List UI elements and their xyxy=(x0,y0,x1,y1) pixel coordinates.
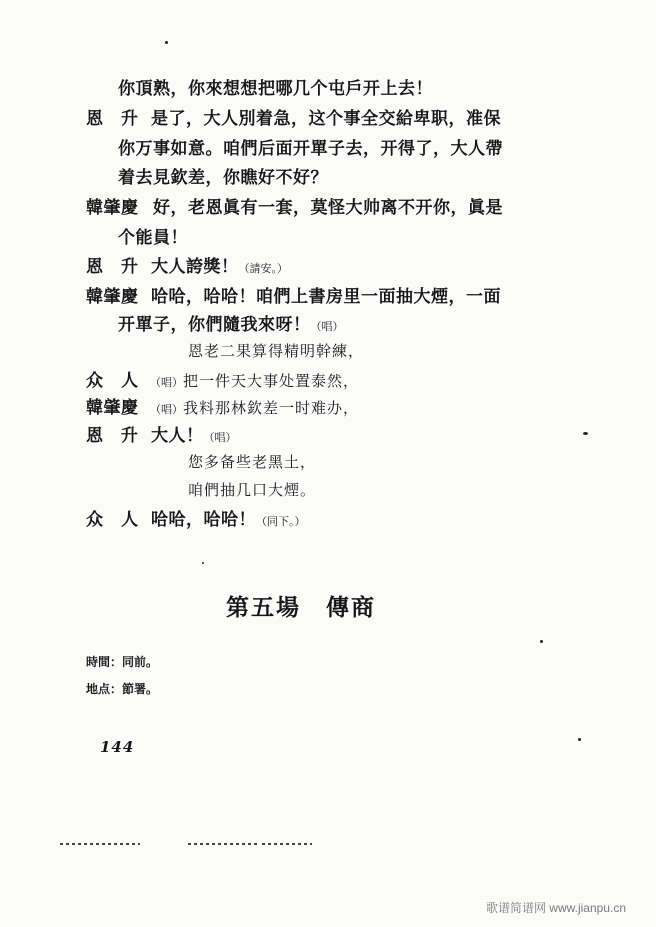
dialogue-line: 哈哈，哈哈！（同下。） xyxy=(151,510,306,530)
scan-speck xyxy=(583,432,588,435)
speaker-name: 韓肇慶 xyxy=(86,398,139,418)
watermark: 歌谱简谱网 www.jianpu.cn xyxy=(485,901,626,915)
stage-direction: （唱） xyxy=(150,403,183,416)
stage-direction: （唱） xyxy=(203,431,237,444)
scene-time xyxy=(86,654,158,670)
dialogue-continuation: 你頂熟，你來想想把哪几个屯戶开上去！ xyxy=(118,79,433,99)
speaker-name: 韓肇慶 xyxy=(86,198,139,218)
speaker-name: 恩 升 xyxy=(86,109,139,129)
dialogue-line: 大人！（唱） xyxy=(151,426,237,446)
stage-direction: （唱） xyxy=(150,376,183,389)
dialogue-continuation: 个能員！ xyxy=(118,228,188,248)
scene-place xyxy=(86,681,158,697)
dialogue-continuation: 开單子，你們隨我來呀！（唱） xyxy=(118,315,344,335)
page-number: 144 xyxy=(100,738,135,756)
scan-speck xyxy=(202,562,204,564)
song-lyric: 咱們抽几口大煙。 xyxy=(188,481,317,499)
speaker-name: 韓肇慶 xyxy=(86,287,139,307)
stage-direction: （唱） xyxy=(310,320,344,333)
scan-speck xyxy=(578,738,581,741)
scan-dash-line xyxy=(60,843,140,845)
song-lyric: 恩老二果算得精明幹練， xyxy=(188,342,365,360)
scan-dash-line xyxy=(188,843,258,845)
scan-dash-line xyxy=(262,843,312,845)
scan-speck xyxy=(540,640,543,643)
song-lyric: 您多备些老黑土， xyxy=(188,453,317,471)
time-value: 同前。 xyxy=(122,655,159,669)
scene-title: 第五場 傳商 xyxy=(226,594,376,621)
dialogue-continuation: 着去見欽差，你瞧好不好？ xyxy=(118,168,328,188)
dialogue-line: 哈哈，哈哈！咱們上書房里一面抽大煙，一面 xyxy=(151,287,501,307)
dialogue-line: 大人誇獎！（請安。） xyxy=(151,257,288,277)
sung-line: （唱）我料那林欽差一时难办， xyxy=(150,399,360,417)
dialogue-line: 好，老恩眞有一套，莫怪大帅离不开你，眞是 xyxy=(153,198,503,218)
stage-direction: （請安。） xyxy=(238,262,288,275)
stage-direction: （同下。） xyxy=(256,515,306,528)
speaker-name: 恩 升 xyxy=(86,426,139,446)
place-value: 節署。 xyxy=(122,682,159,696)
speaker-name: 众 人 xyxy=(86,510,139,530)
time-label: 時間： xyxy=(86,655,123,669)
speaker-name: 恩 升 xyxy=(86,257,139,277)
scan-speck xyxy=(165,41,168,44)
sung-line: （唱）把一件天大事处置泰然， xyxy=(150,372,360,390)
place-label: 地点： xyxy=(86,682,123,696)
speaker-name: 众 人 xyxy=(86,371,139,391)
dialogue-continuation: 你万事如意。咱們后面开單子去，开得了，大人帶 xyxy=(118,139,503,159)
dialogue-line: 是了，大人別着急，这个事全交給卑职，准保 xyxy=(151,109,501,129)
